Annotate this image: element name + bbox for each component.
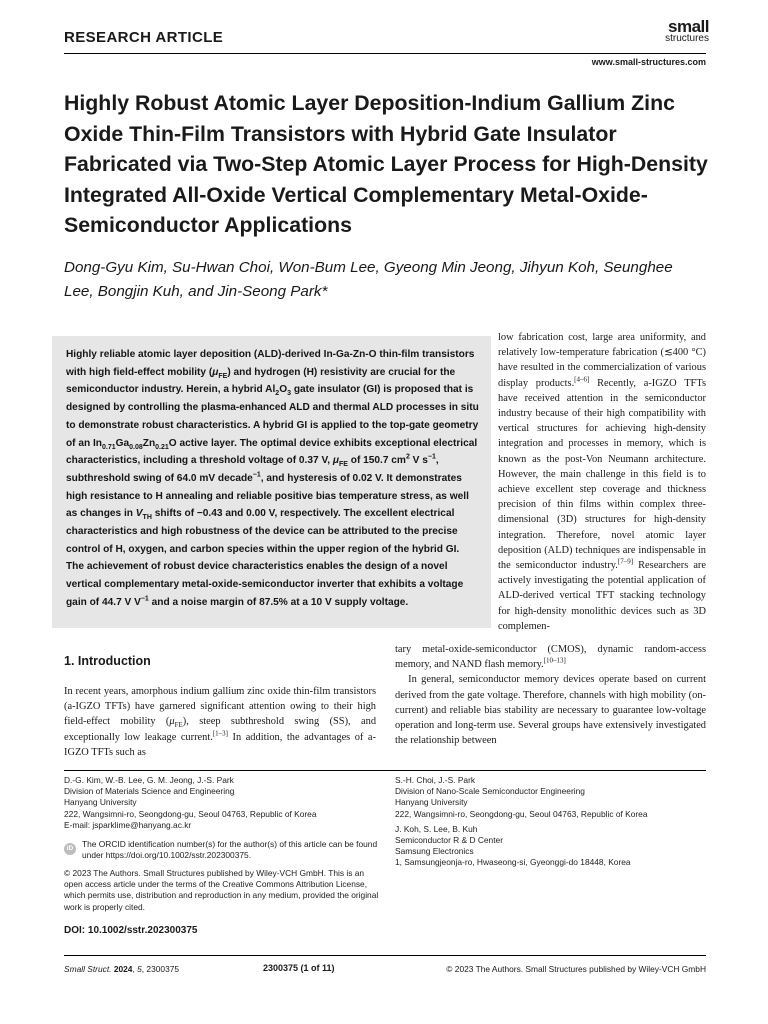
affil-line: 1, Samsungjeonja-ro, Hwaseong-si, Gyeonggi-do 18448, Korea [395, 857, 631, 868]
affiliation-block-hanyang [395, 775, 705, 820]
affil-line: 222, Wangsimni-ro, Seongdong-gu, Seoul 04763, Republic of Korea [395, 808, 648, 819]
header-rule [64, 53, 706, 54]
article-title: Highly Robust Atomic Layer Deposition-Indium Gallium Zinc Oxide Thin-Film Transistors with Hybrid Gate Insulator Fabricated via Two-Step Atomic Layer Process for High-Density Integrated All-Oxide Vertical Complementary Metal-Oxide-Semiconductor Applications [64, 91, 708, 237]
logo-word-small: small [668, 17, 709, 36]
author-list: Dong-Gyu Kim, Su-Hwan Choi, Won-Bum Lee, Gyeong Min Jeong, Jihyun Koh, Seunghee Lee, Bongjin Kuh, and Jin-Seong Park* [64, 259, 673, 300]
abstract-text: Highly reliable atomic layer deposition (ALD)-derived In-Ga-Zn-O thin-film transistors with high field-effect mobility $(\mu_{FE})$ and hydrogen (H) resistivity are crucial for the semiconductor industry. Herein, a hybrid $Al_2O_3$ gate insulator (GI) is proposed that is designed by controlling the plasma-enhanced ALD and thermal ALD processes in situ to demonstrate robust characteristics. A hybrid GI is applied to the top-gate geometry of an $In_{0.71}Ga_{0.08}Zn_{0.21}O$ active layer. The optimal device exhibits exceptional electrical characteristics, including a threshold voltage of 0.37 V, $\mu_{FE}$ of 150.7 $cm^2$ V $s^{-1}$, subthreshold swing of 64.0 mV decade$^{-1}$, and hysteresis of 0.02 V. It demonstrates high resistance to H annealing and reliable positive bias temperature stress, as well as changes in $V_{TH}$ shifts of −0.43 and 0.00 V, respectively. The excellent electrical characteristics and high robustness of the device can be attributed to the precise control of H, oxygen, and carbon species within the upper region of the hybrid GI. The achievement of robust device characteristics enables the design of a novel vertical complementary metal-oxide-semiconductor inverter that exhibits a voltage gain of 44.7 V $V^{-1}$ and a noise margin of 87.5% at a 10 V supply voltage. [66, 349, 479, 608]
affiliation-right [395, 775, 705, 873]
affil-line: Semiconductor R & D Center [395, 835, 503, 846]
affil-line: Division of Materials Science and Engineering [64, 786, 235, 797]
affil-line: Hanyang University [395, 797, 468, 808]
orcid-note: The ORCID identification number(s) for the author(s) of this article can be found under https://doi.org/10.1002/sstr.202300375. [82, 839, 378, 861]
affil-line: D.-G. Kim, W.-B. Lee, G. M. Jeong, J.-S. Park [64, 775, 234, 785]
email-link[interactable]: E-mail: jsparklime@hanyang.ac.kr [64, 819, 192, 830]
affiliation-block-samsung [395, 824, 705, 869]
doi-link[interactable]: DOI: 10.1002/sstr.202300375 [64, 925, 198, 936]
journal-logo [653, 18, 709, 44]
orcid-icon: iD [64, 843, 76, 855]
body-text-right-column-top: low fabrication cost, large area uniformity, and relatively low-temperature fabrication (≲400 °C) have resulted in the commercialization of various display products.[4–6] Recently, a-IGZO TFTs have received attention in the semiconductor industry because of their high compatibility with vertical structures for achieving high-density integration and processes in memory, which is known as the post-Von Neumann architecture. However, the main challenge in this field is to achieve excellent step coverage and thickness precision of thin films within complex three-dimensional (3D) structures for high-density integration. Therefore, novel atomic layer deposition (ALD) techniques are indispensable in the semiconductor industry.[7–9] Researchers are actively investigating the potential application of ALD-derived vertical TFT stacking technology for high-density monolithic devices such as 3D complemen- [498, 332, 707, 632]
affil-line: S.-H. Choi, J.-S. Park [395, 775, 476, 785]
footer-copyright: © 2023 The Authors. Small Structures published by Wiley-VCH GmbH [446, 964, 706, 974]
body-text-left-column: In recent years, amorphous indium gallium zinc oxide thin-film transistors (a-IGZO TFTs) have garnered significant attention owing to their high field-effect mobility $(\mu_{FE})$, steep subthreshold swing (SS), and exceptionally low leakage current.[1–3] In addition, the advantages of a-IGZO TFTs such as [64, 686, 377, 758]
affil-line: Division of Nano-Scale Semiconductor Engineering [395, 786, 585, 797]
body-text-right-column-bottom: tary metal-oxide-semiconductor (CMOS), dynamic random-access memory, and NAND flash memory.[10–13] In general, semiconductor memory devices operate based on current derived from the gate voltage. Therefore, channels with high mobility (on-current) and reliable bias stability are necessary to guarantee low-voltage operation and long-term use. Several groups have extensively investigated the relationship between [395, 644, 706, 747]
footer-page-number: 2300375 (1 of 11) [263, 963, 335, 973]
license-note: © 2023 The Authors. Small Structures published by Wiley-VCH GmbH. This is an open access article under the terms of the Creative Commons Attribution License, which permits use, distribution and reproduction in any medium, provided the original work is properly cited. [64, 868, 379, 912]
section-heading-introduction: 1. Introduction [64, 654, 151, 668]
logo-word-structures: structures [665, 33, 709, 44]
affil-line: Hanyang University [64, 797, 137, 808]
affil-line: 222, Wangsimni-ro, Seongdong-gu, Seoul 04763, Republic of Korea [64, 808, 317, 819]
footer-rule [64, 955, 706, 956]
section-label: RESEARCH ARTICLE [64, 29, 224, 46]
affil-line: Samsung Electronics [395, 846, 474, 857]
footer-citation: Small Struct. 2024, 5, 2300375 [64, 964, 180, 974]
journal-url-link[interactable]: www.small-structures.com [591, 57, 706, 67]
affil-line: J. Koh, S. Lee, B. Kuh [395, 823, 478, 834]
affiliation-left [64, 775, 380, 831]
affiliation-rule [64, 770, 706, 771]
